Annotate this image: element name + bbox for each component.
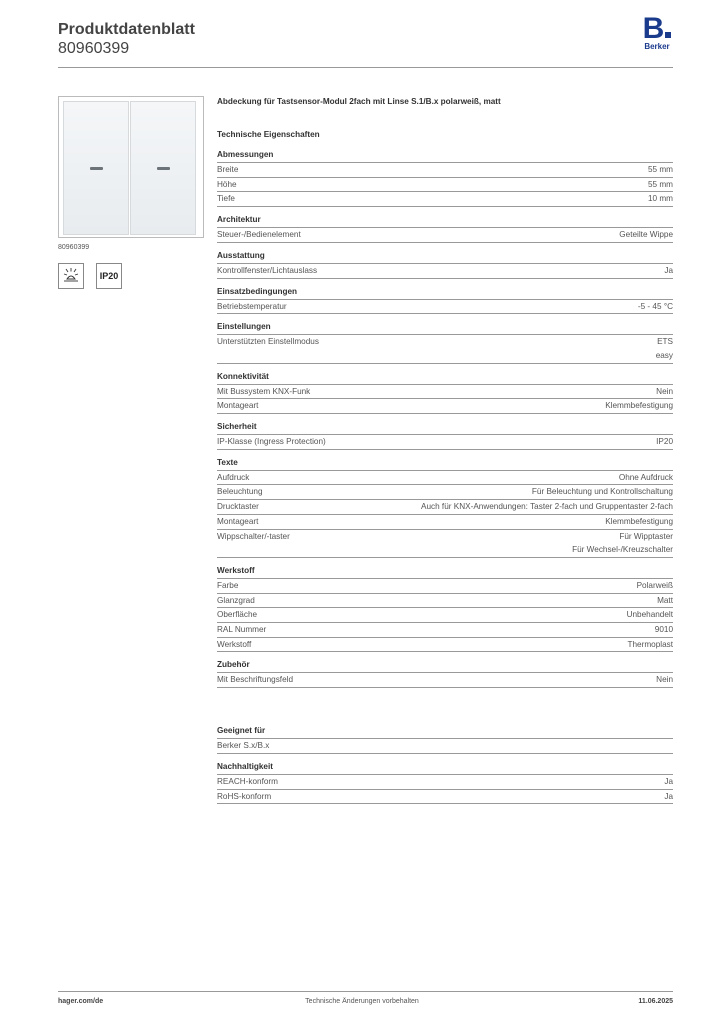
section-heading: Ausstattung	[217, 249, 673, 264]
spec-label: Steuer-/Bedienelement	[217, 230, 301, 240]
spec-row	[217, 192, 673, 207]
product-title: Abdeckung für Tastsensor-Modul 2fach mit Linse S.1/B.x polarweiß, matt	[217, 97, 501, 106]
rocker-left	[63, 101, 129, 235]
spec-value-line: Klemmbefestigung	[605, 516, 673, 526]
spec-row	[217, 579, 673, 594]
section-heading: Abmessungen	[217, 148, 673, 163]
spec-value	[627, 638, 673, 652]
spec-row	[217, 471, 673, 486]
spec-label: RoHS-konform	[217, 791, 272, 801]
spec-value-line: Nein	[656, 386, 673, 396]
spec-section	[217, 658, 673, 688]
spec-value-line: Ja	[664, 265, 673, 275]
section-heading: Einstellungen	[217, 320, 673, 335]
spec-row	[217, 178, 673, 193]
spec-value	[656, 673, 673, 687]
berker-logo	[640, 12, 674, 52]
spec-label: Wippschalter/-taster	[217, 531, 290, 541]
section-heading: Nachhaltigkeit	[217, 760, 673, 775]
spec-row	[217, 300, 673, 315]
footer-divider	[58, 991, 673, 992]
spec-value	[657, 594, 673, 608]
spec-label: Mit Beschriftungsfeld	[217, 675, 293, 685]
spec-label: Montageart	[217, 401, 259, 411]
spec-value-line: 10 mm	[647, 194, 673, 204]
spec-section	[217, 370, 673, 414]
spec-label: Breite	[217, 165, 239, 174]
spec-value-line: Thermoplast	[627, 639, 673, 649]
spec-value	[637, 579, 673, 593]
spec-label: IP-Klasse (Ingress Protection)	[217, 437, 326, 447]
spec-value-line: Nein	[656, 675, 673, 685]
spec-value	[605, 399, 673, 413]
spec-section	[217, 249, 673, 279]
spec-row	[217, 775, 673, 790]
spec-value	[664, 790, 673, 804]
spec-row	[217, 335, 673, 363]
spec-value-line: -5 - 45 °C	[637, 301, 673, 311]
spec-value-line: Für Wechsel-/Kreuzschalter	[572, 545, 673, 555]
section-gap	[217, 694, 673, 724]
section-heading: Zubehör	[217, 658, 673, 673]
spec-row	[217, 530, 673, 558]
spec-value	[648, 192, 673, 206]
spec-label: Aufdruck	[217, 472, 250, 482]
spec-label: Mit Bussystem KNX-Funk	[217, 386, 311, 396]
article-number: 80960399	[58, 40, 130, 57]
spec-label: Glanzgrad	[217, 595, 255, 605]
spec-value-line: Auch für KNX-Anwendungen: Taster 2-fach und Gruppentaster 2-fach	[421, 502, 673, 512]
section-heading: Geeignet für	[217, 724, 673, 739]
spec-label: Oberfläche	[217, 610, 258, 620]
spec-row	[217, 228, 673, 243]
spec-row	[217, 790, 673, 805]
spec-label: Berker S.x/B.x	[217, 741, 270, 751]
spec-value	[656, 335, 673, 362]
section-title-technical: Technische Eigenschaften	[217, 130, 320, 139]
spec-section	[217, 285, 673, 315]
spec-label: Unterstützten Einstellmodus	[217, 337, 319, 347]
spec-value-line: 55 mm	[647, 179, 673, 189]
spec-row	[217, 594, 673, 609]
spec-value	[656, 385, 673, 399]
spec-value	[664, 264, 673, 278]
product-image	[58, 96, 204, 238]
page-title: Produktdatenblatt	[58, 21, 195, 38]
spec-value	[572, 530, 673, 557]
spec-section	[217, 456, 673, 558]
spec-value-line: Matt	[657, 595, 673, 605]
spec-value	[655, 623, 673, 637]
spec-value-line: Ohne Aufdruck	[618, 472, 673, 482]
spec-value	[648, 163, 673, 177]
logo-dot	[665, 32, 671, 38]
spec-label: Tiefe	[217, 194, 235, 204]
section-heading: Werkstoff	[217, 564, 673, 579]
spec-label: Drucktaster	[217, 502, 259, 512]
spec-row	[217, 673, 673, 688]
section-heading: Architektur	[217, 213, 673, 228]
spec-value-line: IP20	[656, 437, 673, 447]
spec-value-line: Für Beleuchtung und Kontrollschaltung	[531, 487, 673, 497]
rocker-right	[130, 101, 196, 235]
spec-row	[217, 385, 673, 400]
spec-row	[217, 500, 673, 515]
spec-row	[217, 515, 673, 530]
spec-section	[217, 564, 673, 653]
spec-value-line: easy	[655, 350, 673, 360]
spec-value-line: Unbehandelt	[626, 610, 673, 620]
spec-label: REACH-konform	[217, 776, 278, 786]
spec-label: Werkstoff	[217, 639, 252, 649]
spec-row	[217, 163, 673, 178]
spec-value-line: Ja	[664, 776, 673, 786]
spec-section	[217, 148, 673, 207]
spec-value-line: Geteilte Wippe	[619, 230, 673, 240]
spec-section	[217, 213, 673, 243]
spec-label: Kontrollfenster/Lichtauslass	[217, 265, 318, 275]
spec-value-line: 9010	[654, 625, 673, 635]
spec-value	[656, 435, 673, 449]
section-heading: Texte	[217, 456, 673, 471]
spec-value	[619, 471, 673, 485]
header-divider	[58, 67, 673, 68]
spec-value	[638, 300, 673, 314]
spec-row	[217, 435, 673, 450]
logo-brand: Berker	[644, 42, 670, 51]
spec-value	[648, 178, 673, 192]
spec-label: Höhe	[217, 179, 237, 189]
spec-row	[217, 739, 673, 754]
spec-label: RAL Nummer	[217, 625, 267, 635]
spec-value	[532, 485, 673, 499]
spec-value-line: Ja	[664, 791, 673, 801]
spec-label: Montageart	[217, 516, 259, 526]
spec-section	[217, 760, 673, 804]
spec-section	[217, 724, 673, 754]
spec-section	[217, 320, 673, 363]
image-caption: 80960399	[58, 244, 90, 251]
spec-value-line: 55 mm	[647, 165, 673, 174]
spec-value-line: ETS	[657, 337, 673, 347]
section-heading: Einsatzbedingungen	[217, 285, 673, 300]
spec-value-line: Klemmbefestigung	[605, 401, 673, 411]
spec-value-line: Für Wipptaster	[619, 531, 673, 541]
specifications	[217, 95, 673, 810]
spec-row	[217, 264, 673, 279]
spec-value	[627, 608, 673, 622]
spec-value	[619, 228, 673, 242]
spec-row	[217, 485, 673, 500]
spec-section	[217, 420, 673, 450]
spec-value	[664, 775, 673, 789]
spec-value	[605, 515, 673, 529]
footer-notice: Technische Änderungen vorbehalten	[305, 998, 419, 1005]
logo-letter: B	[642, 12, 665, 45]
spec-row	[217, 638, 673, 653]
led-light-icon	[58, 263, 84, 289]
lens-right	[157, 167, 170, 170]
spec-label: Farbe	[217, 580, 239, 590]
section-heading: Sicherheit	[217, 420, 673, 435]
spec-row	[217, 608, 673, 623]
lens-left	[90, 167, 103, 170]
footer-website: hager.com/de	[58, 998, 104, 1005]
spec-label: Beleuchtung	[217, 487, 263, 497]
spec-row	[217, 399, 673, 414]
spec-label: Betriebstemperatur	[217, 301, 287, 311]
spec-value-line: Polarweiß	[636, 580, 673, 590]
footer-date: 11.06.2025	[638, 998, 673, 1005]
spec-value	[421, 500, 673, 514]
section-heading: Konnektivität	[217, 370, 673, 385]
document-header	[58, 20, 195, 58]
ip-rating-badge: IP20	[96, 263, 122, 289]
spec-row	[217, 623, 673, 638]
